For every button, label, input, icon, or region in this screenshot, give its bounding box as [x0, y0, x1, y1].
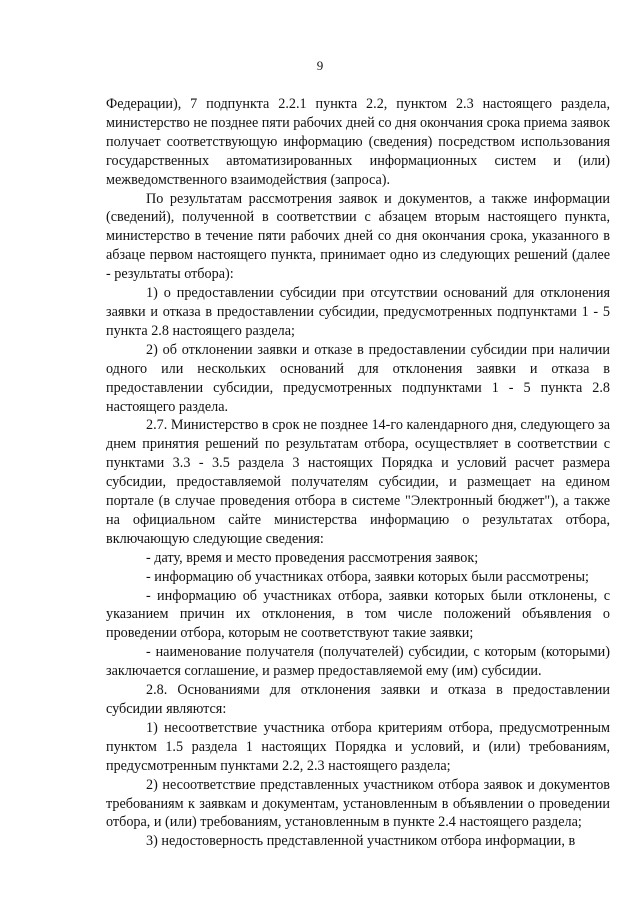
paragraph-decision-intro: По результатам рассмотрения заявок и документов, а также информации (сведений), полученной в соответствии с абзацем вторым настоящего пункта, министерство в течение пяти рабочих дней со дня окончания срока, указанного в абзаце первом настоящего пункта, принимает одно из следующих решений (далее - результаты отбора): [106, 190, 610, 283]
list-item-rejected-participants: - информацию об участниках отбора, заявки которых были отклонены, с указанием причин их отклонения, в том числе положений объявления о проведении отбора, которым не соответствуют такие заявки; [106, 587, 610, 642]
paragraph-ground-1: 1) несоответствие участника отбора критериям отбора, предусмотренным пунктом 1.5 раздела 1 настоящих Порядка и условий, и (или) требованиям, предусмотренным пунктами 2.2, 2.3 настоящего раздела; [106, 719, 610, 774]
paragraph-continuation: Федерации), 7 подпункта 2.2.1 пункта 2.2, пунктом 2.3 настоящего раздела, министерство не позднее пяти рабочих дней со дня окончания срока приема заявок получает соответствующую информацию (сведения) посредством использования государственных автоматизированных информационных систем и (или) межведомственного взаимодействия (запроса). [106, 96, 611, 188]
paragraph-ground-2: 2) несоответствие представленных участником отбора заявок и документов требованиям к заявкам и документам, установленным в объявлении о проведении отбора, и (или) требованиям, установленным в пункте 2.4 настоящего раздела; [106, 776, 610, 831]
paragraph-section-2-8: 2.8. Основаниями для отклонения заявки и отказа в предоставлении субсидии являются: [106, 682, 610, 717]
document-body [106, 95, 610, 851]
paragraph-ground-3: 3) недостоверность представленной участником отбора информации, в [146, 833, 576, 850]
page-number: 9 [316, 58, 324, 73]
paragraph-decision-grant: 1) о предоставлении субсидии при отсутствии оснований для отклонения заявки и отказа в предоставлении субсидии, предусмотренных подпунктами 1 - 5 пункта 2.8 настоящего раздела; [106, 285, 610, 339]
list-item-considered-participants: - информацию об участниках отбора, заявки которых были рассмотрены; [146, 568, 589, 585]
list-item-date-time-place: - дату, время и место проведения рассмотрения заявок; [146, 549, 479, 566]
paragraph-section-2-7: 2.7. Министерство в срок не позднее 14-го календарного дня, следующего за днем принятия решений по результатам отбора, осуществляет в соответствии с пунктами 3.3 - 3.5 раздела 3 настоящих Порядка и условий расчет размера субсидии, предоставляемой получателям субсидии, и размещает на едином портале (в случае проведения отбора в системе "Электронный бюджет"), а также на официальном сайте министерства информацию о результатах отбора, включающую следующие сведения: [106, 417, 610, 547]
paragraph-decision-reject: 2) об отклонении заявки и отказе в предоставлении субсидии при наличии одного или нескольких оснований для отклонения заявки и отказа в предоставлении субсидии, предусмотренных подпунктами 1 - 5 пункта 2.8 настоящего раздела. [106, 341, 610, 415]
list-item-recipient-name: - наименование получателя (получателей) субсидии, с которым (которыми) заключается соглашение, и размер предоставляемой ему (им) субсидии. [106, 644, 610, 680]
